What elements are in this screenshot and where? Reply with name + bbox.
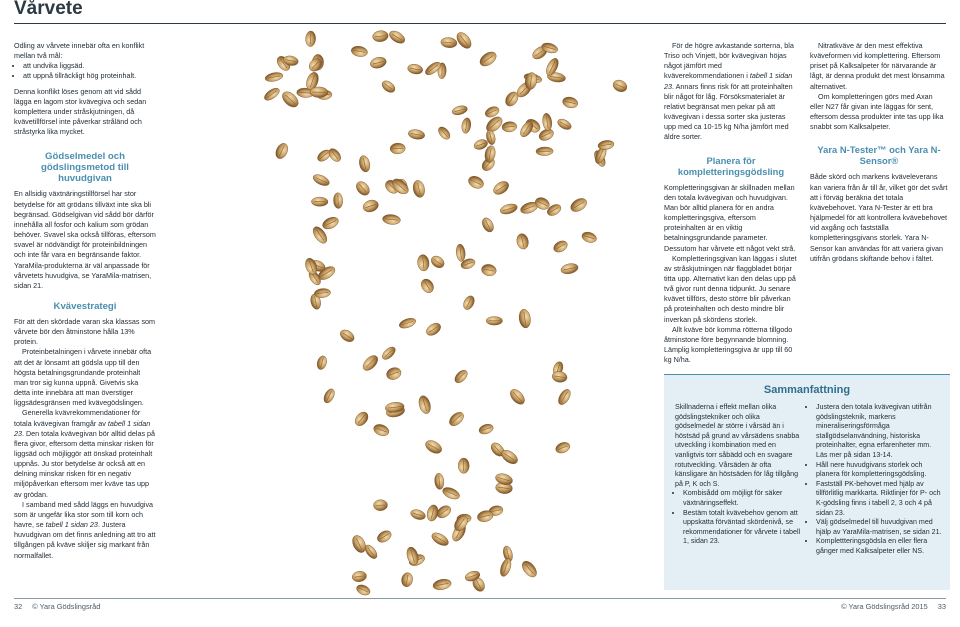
page-number-left: 32	[14, 602, 23, 611]
intro-lead: Odling av vårvete innebär ofta en konflikt mellan två mål:	[14, 41, 145, 61]
summary-bullet: • Justera den totala kvävegivan utifrån gödslingsteknik, markens mineraliseringsförmåga stallgödselanvändning, historiska proteinhalter, egna erfarenheter mm. Läs mer på sidan 13-14.	[816, 403, 942, 461]
text-span: För de högre avkastande sorterna, bla Triso och Vinjett, bör kvävegivan höjas något jämfört med kväverekommendationen i	[664, 41, 794, 81]
summary-right-bullets	[808, 403, 942, 557]
section-heading-complement: Planera för kompletteringsgödsling	[677, 154, 785, 177]
text-span: . Annars finns risk för att proteinhalten blir något för låg. Försöksmaterialet är relativt begränsat men pekar på att kvävegivan i dessa sorter ska justeras upp med ca 10-15 kg N/ha jämfört med äldre sorter.	[664, 81, 793, 142]
variety-text	[664, 41, 798, 143]
intro-text: Denna konflikt löses genom att vid sådd lägga en lagom stor kvävegiva och sedan komplettera under stråskjutningen, då kvävetillförsel inte påverkar stråländ och stråstyrka lika mycket.	[14, 86, 147, 137]
left-column	[14, 41, 156, 561]
summary-bullet: • Fastställ PK-behovet med hjälp av tillförlitlig markkarta. Riktlinjer för P- och K-gödsling finns i tabell 2, 3 och 4 på sidan 23.	[816, 480, 942, 518]
nitrate-p2: Om kompletteringen görs med Axan eller N27 får givan inte läggas för sent, eftersom dessa produkter inte tas upp lika snabbt som Kalksalpeter.	[810, 91, 944, 132]
summary-bullet: • Bestäm totalt kvävebehov genom att uppskatta förväntad skördenivå, se rekommendationer för vårvete i tabell 1, sidan 23.	[683, 509, 801, 547]
complement-p1: Kompletteringsgivan är skillnaden mellan den totala kvävegivan och huvudgivan. Man bör alltid planera för en andra kompletteringsgiva, eftersom proteinhalten är en viktig betalningsgrundande parameter. Dessutom har vårvete ett något vekt strå.	[664, 182, 796, 253]
summary-title: Sammanfattning	[763, 384, 851, 396]
section-heading-nitrogen: Kvävestrategi	[53, 300, 117, 312]
summary-right	[808, 403, 942, 557]
nitrogen-p2: Proteinbetalningen i vårvete innebär ofta att det är lönsamt att gödsla upp till den högsta betalningsgrundande proteinhalt man tror sig kunna uppnå. Givetvis ska detta inte innebära att man överstiger liggsädesgränsen med kvävegödslingen.	[14, 347, 152, 408]
summary-bullet: • Håll nere huvudgivans storlek och planera för kompletteringsgödsling.	[816, 461, 942, 480]
goal-item: • att undvika liggsäd.	[23, 61, 156, 71]
summary-top-rule	[664, 374, 950, 375]
table-reference[interactable]: tabell 1 sidan 23	[664, 71, 793, 91]
page-title: Vårvete	[14, 0, 83, 19]
footer-brand-left: © Yara Gödslingsråd	[32, 602, 101, 611]
yara-tools-text: Både skörd och markens kväveleverans kan variera från år till år, vilket gör det svårt att i förväg beräkna det totala kvävebehovet. Yara N-Tester är ett bra hjälpmedel för att kontrollera kvävebehovet vid axgång och fastställa kompletteringsgivans storlek. Yara N-Sensor kan användas för att variera givan utifrån grödans skiftande behov i fältet.	[810, 172, 948, 263]
title-rule	[14, 23, 946, 24]
text-span: Generella kvävrekommendationer för totala kvävegivan framgår av	[14, 408, 141, 428]
intro-goals	[14, 61, 156, 81]
summary-left-bullets	[675, 489, 801, 547]
summary-bullet: • Välj gödselmedel till huvudgivan med hjälp av YaraMila-matrisen, se sidan 21.	[816, 518, 942, 537]
summary-intro: Skillnaderna i effekt mellan olika gödslingstekniker och olika gödselmedel är större i vårsäd än i höstsäd på grund av vårsädens snabba utveckling i kombination med en vanligtvis torr såbädd och en svagare rotutveckling. Vårsäden är ofta känsligare än höstsäden för låg tillgång på P, K och S.	[675, 403, 800, 488]
footer-rule	[14, 598, 946, 599]
section-heading-fertilizer: Gödselmedel och gödslingsmetod till huvudgivan	[41, 151, 129, 185]
complement-p3: Allt kväve bör komma rötterna tillgodo åtminstone före begynnande blomning. Lämplig kompletteringsgiva är upp till 60 kg N/ha.	[664, 324, 793, 365]
text-span: . Den totala kvävegivan bör alltid delas på flera givor, eftersom detta minskar risken för liggsäd och möjliggör att önskad proteinhalt uppnås. Ju stor betydelse är också att en delning minskar risken för en negativ miljöpåverkan eftersom mer kväve tas upp av grödan.	[14, 428, 156, 499]
wheat-grain	[387, 30, 407, 46]
right-column-a	[664, 41, 798, 365]
footer-right	[841, 602, 946, 611]
grain-group	[262, 30, 628, 597]
text-span: I samband med sådd läggs en huvudgiva som är ungefär lika stor som till korn och havre, se	[14, 499, 154, 530]
section-heading-yara-tools: Yara N-Tester™ och Yara N-Sensor®	[817, 144, 941, 167]
nitrate-p1: Nitratkväve är den mest effektiva kväveformen vid komplettering. Eftersom priset på Kalksalpeter för närvarande är lågt, är denna produkt det mest lönsamma alternativet.	[810, 41, 945, 91]
footer-brand-right: © Yara Gödslingsråd 2015	[841, 602, 928, 611]
text-span: . Justera huvudgivan om det finns anledning att tro att tillgången på kväve skiljer sig markant från normalfallet.	[14, 520, 156, 560]
nitrogen-p1: För att den skördade varan ska klassas som vårvete bör den åtminstone hålla 13% protein.	[14, 316, 156, 347]
nitrogen-p3	[14, 408, 156, 499]
summary-box	[664, 374, 950, 590]
goal-item: • att uppnå tillräckligt hög proteinhalt.	[23, 71, 156, 81]
complement-p2: Kompletteringsgivan kan läggas i slutet av stråskjutningen när flaggbladet börjar titta upp. Alternativt kan den delas upp på två givor runt denna tidpunkt. Ju senare kvävet tillförs, desto större blir påverkan på proteinhalten och desto mindre blir inverkan på skördens storlek.	[664, 253, 797, 324]
right-column-b	[810, 41, 948, 264]
section-text-fertilizer: En allsidig växtnäringstillförsel har stor betydelse för att grödans tillväxt inte ska bli begränsad. Gödselgivan vid sådd bör därför innehålla all fosfor och kalium som grödan behöver. Svavel ska också tillföras, eftersom svavel är nödvändigt för proteinbildningen och inte får vara en begränsande faktor. YaraMila-produkterna är väl anpassade för vårvetets huvudgiva, se YaraMila-matrisen, sidan 21.	[14, 189, 156, 290]
summary-bullet: • Kombisådd om möjligt för säker växtnäringseffekt.	[683, 489, 801, 508]
page-number-right: 33	[937, 602, 946, 611]
table-reference[interactable]: tabell 1 sidan 23	[14, 418, 151, 438]
summary-bullet: • Komplettteringsgödsla en eller flera gånger med Kalksalpeter eller NS.	[816, 537, 942, 556]
wheat-grains-image	[240, 30, 660, 600]
table-reference[interactable]: tabell 1 sidan 23	[45, 520, 98, 530]
nitrogen-p4	[14, 500, 156, 561]
footer-left	[14, 602, 100, 611]
summary-left	[675, 403, 801, 547]
